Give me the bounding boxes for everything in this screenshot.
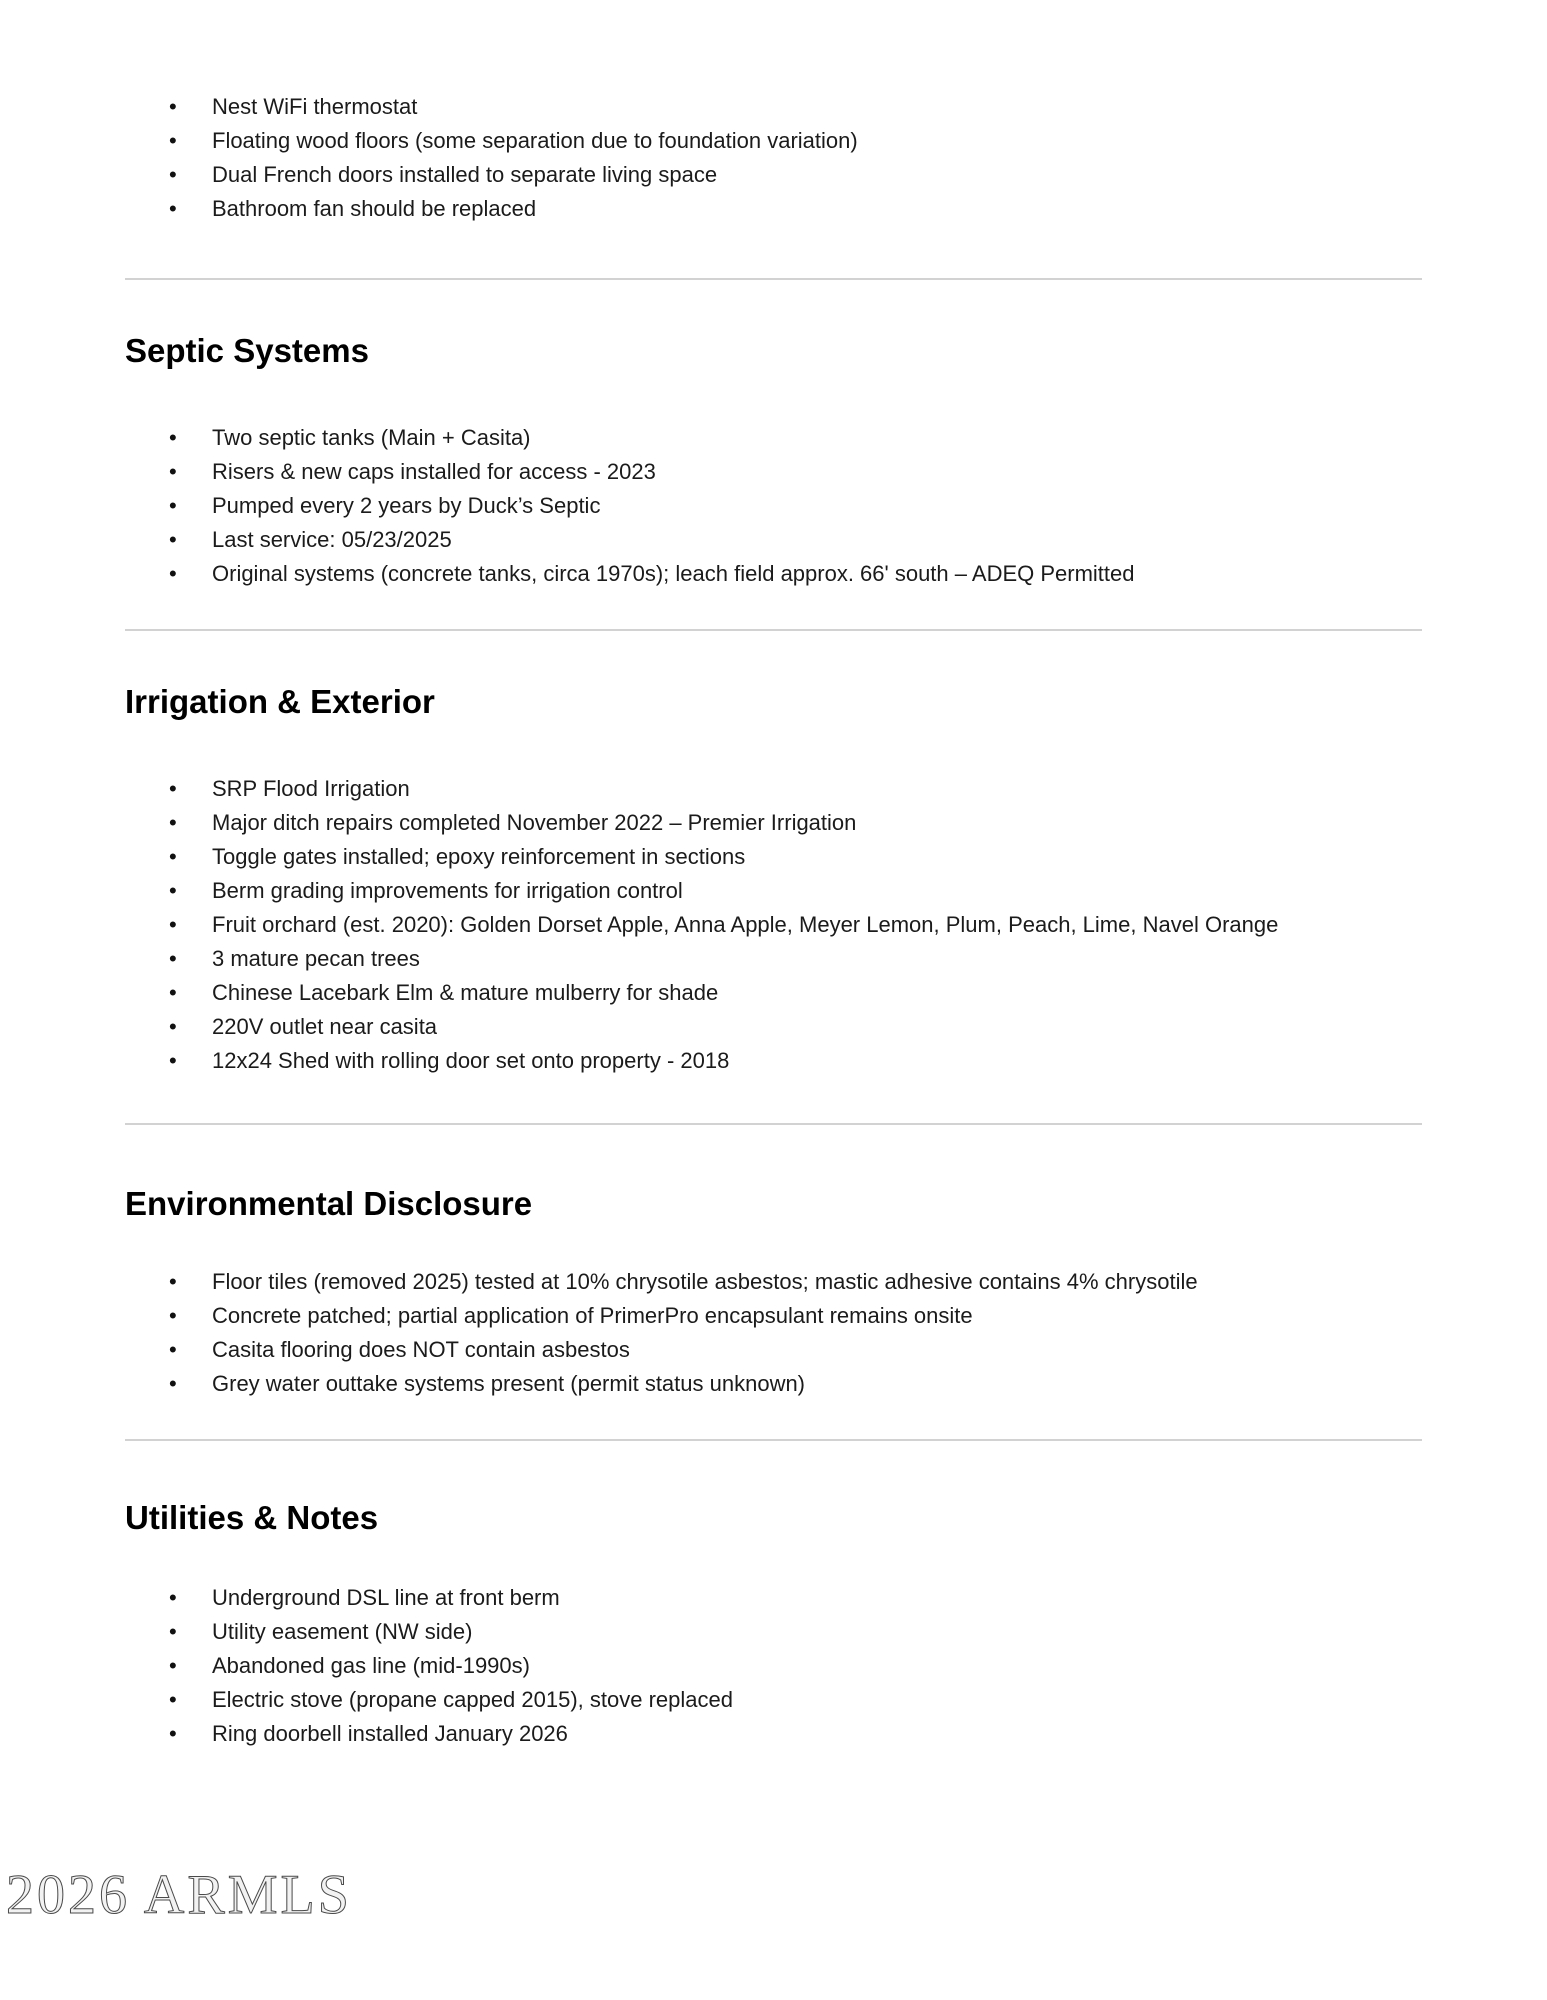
- irrigation-exterior-bullet-list: [125, 772, 1422, 1078]
- environmental-disclosure-bullet-list: [125, 1265, 1422, 1401]
- list-item: • Dual French doors installed to separate living space: [125, 158, 1357, 192]
- section-divider: [125, 278, 1422, 280]
- list-item: • Major ditch repairs completed November 2022 – Premier Irrigation: [125, 806, 1357, 840]
- list-item: • Chinese Lacebark Elm & mature mulberry for shade: [125, 976, 1357, 1010]
- list-item: • Floor tiles (removed 2025) tested at 10% chrysotile asbestos; mastic adhesive contains 4% chrysotile: [125, 1265, 1357, 1299]
- list-item: • Utility easement (NW side): [125, 1615, 1357, 1649]
- list-item: • 3 mature pecan trees: [125, 942, 1357, 976]
- list-item: • Fruit orchard (est. 2020): Golden Dorset Apple, Anna Apple, Meyer Lemon, Plum, Peach, Lime, Navel Orange: [125, 908, 1357, 942]
- list-item: • Pumped every 2 years by Duck’s Septic: [125, 489, 1357, 523]
- section-title-septic-systems: Septic Systems: [125, 332, 369, 369]
- list-item: • Grey water outtake systems present (permit status unknown): [125, 1367, 1357, 1401]
- list-item: • Concrete patched; partial application of PrimerPro encapsulant remains onsite: [125, 1299, 1357, 1333]
- septic-systems-bullet-list: [125, 421, 1422, 591]
- list-item: • Original systems (concrete tanks, circa 1970s); leach field approx. 66' south – ADEQ Permitted: [125, 557, 1357, 591]
- list-item: • Ring doorbell installed January 2026: [125, 1717, 1357, 1751]
- list-item: • Bathroom fan should be replaced: [125, 192, 1357, 226]
- section-divider: [125, 1123, 1422, 1125]
- section-divider: [125, 1439, 1422, 1441]
- list-item: • 220V outlet near casita: [125, 1010, 1357, 1044]
- intro-bullet-list: [125, 90, 1422, 226]
- list-item: • Abandoned gas line (mid-1990s): [125, 1649, 1357, 1683]
- list-item: • Casita flooring does NOT contain asbestos: [125, 1333, 1357, 1367]
- list-item: • Electric stove (propane capped 2015), stove replaced: [125, 1683, 1357, 1717]
- section-title-utilities-notes: Utilities & Notes: [125, 1499, 379, 1536]
- section-title-irrigation-exterior: Irrigation & Exterior: [125, 683, 435, 720]
- list-item: • 12x24 Shed with rolling door set onto property - 2018: [125, 1044, 1357, 1078]
- list-item: • Floating wood floors (some separation due to foundation variation): [125, 124, 1357, 158]
- list-item: • Underground DSL line at front berm: [125, 1581, 1357, 1615]
- armls-watermark: 2026 ARMLS: [6, 1864, 352, 1926]
- list-item: • Two septic tanks (Main + Casita): [125, 421, 1357, 455]
- utilities-notes-bullet-list: [125, 1581, 1422, 1751]
- list-item: • Nest WiFi thermostat: [125, 90, 1357, 124]
- section-title-environmental-disclosure: Environmental Disclosure: [125, 1185, 533, 1222]
- document-content: [125, 0, 1422, 1751]
- list-item: • Toggle gates installed; epoxy reinforcement in sections: [125, 840, 1357, 874]
- list-item: • SRP Flood Irrigation: [125, 772, 1357, 806]
- list-item: • Berm grading improvements for irrigation control: [125, 874, 1357, 908]
- section-divider: [125, 629, 1422, 631]
- list-item: • Risers & new caps installed for access - 2023: [125, 455, 1357, 489]
- list-item: • Last service: 05/23/2025: [125, 523, 1357, 557]
